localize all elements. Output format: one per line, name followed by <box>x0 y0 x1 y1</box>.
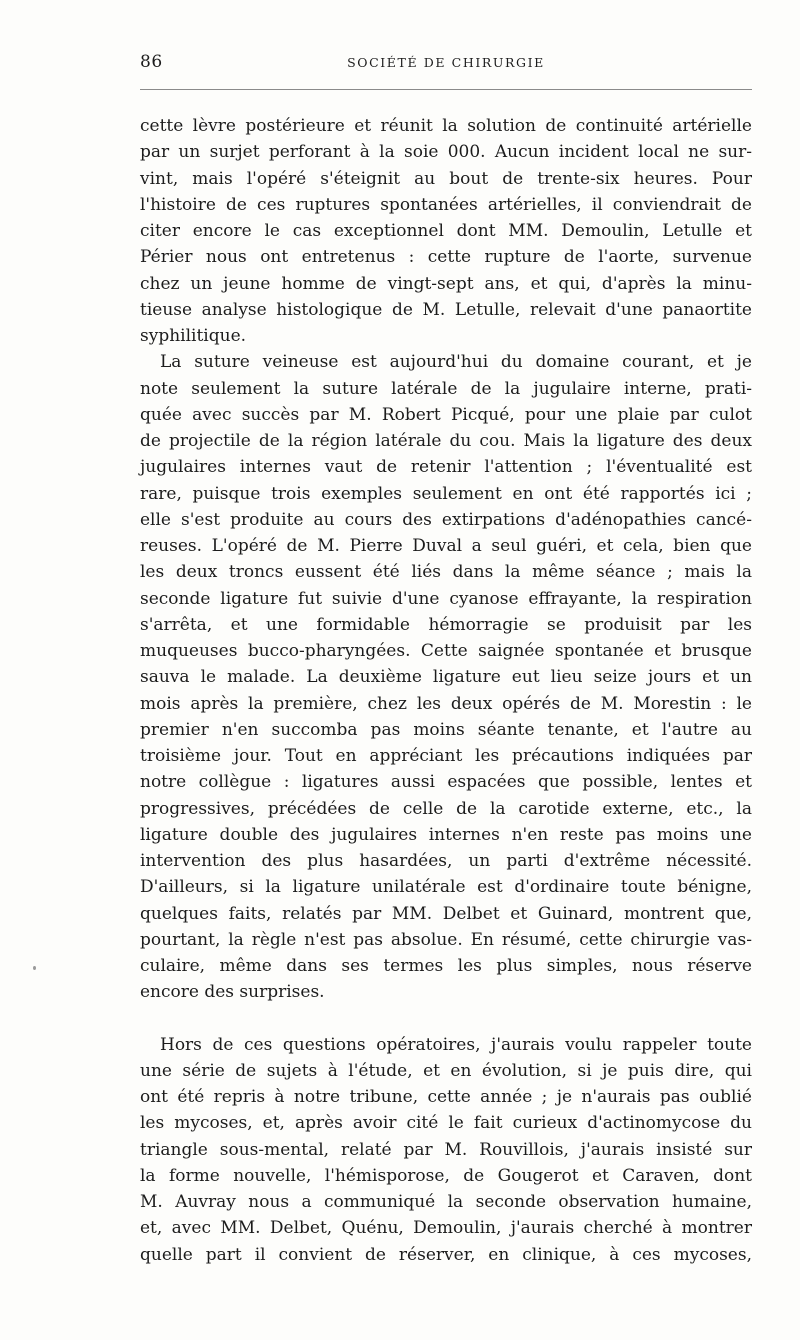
text-line: une série de sujets à l'étude, et en évolution, si je puis dire, qui <box>140 1060 752 1081</box>
text-line: les mycoses, et, après avoir cité le fait curieux d'actinomycose du <box>140 1113 752 1134</box>
text-line: elle s'est produite au cours des extirpations d'adénopathies cancé- <box>140 509 752 530</box>
text-line: troisième jour. Tout en appréciant les précautions indiquées par <box>140 746 752 766</box>
text-line: triangle sous-mental, relaté par M. Rouvillois, j'aurais insisté sur <box>140 1139 752 1160</box>
text-line: muqueuses bucco-pharyngées. Cette saignée spontanée et brusque <box>140 641 752 661</box>
text-line: mois après la première, chez les deux opérés de M. Morestin : le <box>140 693 752 714</box>
page-number: 86 <box>140 52 163 72</box>
text-line: notre collègue : ligatures aussi espacées que possible, lentes et <box>140 772 752 793</box>
text-line: quelques faits, relatés par MM. Delbet et Guinard, montrent que, <box>140 903 752 924</box>
paragraph-gap <box>140 1006 752 1032</box>
text-line: ont été repris à notre tribune, cette année ; je n'aurais pas oublié <box>140 1087 752 1107</box>
running-title: SOCIÉTÉ DE CHIRURGIE <box>347 55 545 70</box>
text-line: pourtant, la règle n'est pas absolue. En résumé, cette chirurgie vas- <box>140 929 752 950</box>
text-line: chez un jeune homme de vingt-sept ans, et qui, d'après la minu- <box>140 273 752 294</box>
text-line: et, avec MM. Delbet, Quénu, Demoulin, j'aurais cherché à montrer <box>140 1218 752 1239</box>
text-line: sauva le malade. La deuxième ligature eut lieu seize jours et un <box>140 667 752 688</box>
text-line: jugulaires internes vaut de retenir l'attention ; l'éventualité est <box>140 457 752 478</box>
text-line: progressives, précédées de celle de la carotide externe, etc., la <box>140 798 752 819</box>
text-line: par un surjet perforant à la soie 000. Aucun incident local ne sur- <box>140 142 752 163</box>
running-head <box>140 52 752 76</box>
text-line: la forme nouvelle, l'hémisporose, de Gougerot et Caraven, dont <box>140 1165 752 1186</box>
text-line: de projectile de la région latérale du cou. Mais la ligature des deux <box>140 431 752 451</box>
text-line: citer encore le cas exceptionnel dont MM. Demoulin, Letulle et <box>140 221 752 241</box>
paper-speck <box>33 966 36 970</box>
text-line: seconde ligature fut suivie d'une cyanose effrayante, la respiration <box>140 588 752 609</box>
text-line: vint, mais l'opéré s'éteignit au bout de trente-six heures. Pour <box>140 168 752 189</box>
text-line: Hors de ces questions opératoires, j'aurais voulu rappeler toute <box>160 1034 752 1055</box>
text-line: tieuse analyse histologique de M. Letulle, relevait d'une panaortite <box>140 299 752 320</box>
text-line: encore des surprises. <box>140 982 325 1003</box>
text-line: s'arrêta, et une formidable hémorragie se produisit par les <box>140 614 752 635</box>
text-line: La suture veineuse est aujourd'hui du domaine courant, et je <box>160 352 752 373</box>
text-line: Périer nous ont entretenus : cette rupture de l'aorte, survenue <box>140 247 752 268</box>
text-line: quée avec succès par M. Robert Picqué, pour une plaie par culot <box>140 404 752 425</box>
text-line: l'histoire de ces ruptures spontanées artérielles, il conviendrait de <box>140 194 752 215</box>
text-line: reuses. L'opéré de M. Pierre Duval a seul guéri, et cela, bien que <box>140 536 752 556</box>
text-line: les deux troncs eussent été liés dans la même séance ; mais la <box>140 562 752 583</box>
text-line: syphilitique. <box>140 326 247 346</box>
text-line: ligature double des jugulaires internes n'en reste pas moins une <box>140 824 752 845</box>
text-line: intervention des plus hasardées, un parti d'extrême nécessité. <box>140 851 752 871</box>
text-line: quelle part il convient de réserver, en clinique, à ces mycoses, <box>140 1244 752 1265</box>
text-line: note seulement la suture latérale de la jugulaire interne, prati- <box>140 378 752 399</box>
text-line: culaire, même dans ses termes les plus simples, nous réserve <box>140 956 752 976</box>
text-line: premier n'en succomba pas moins séante tenante, et l'autre au <box>140 719 752 740</box>
text-line: rare, puisque trois exemples seulement en ont été rapportés ici ; <box>140 483 752 504</box>
body-text <box>140 113 752 1268</box>
text-line: D'ailleurs, si la ligature unilatérale est d'ordinaire toute bénigne, <box>140 877 752 898</box>
text-line: M. Auvray nous a communiqué la seconde observation humaine, <box>140 1192 752 1212</box>
text-line: cette lèvre postérieure et réunit la solution de continuité artérielle <box>140 116 752 136</box>
header-rule <box>140 89 752 90</box>
